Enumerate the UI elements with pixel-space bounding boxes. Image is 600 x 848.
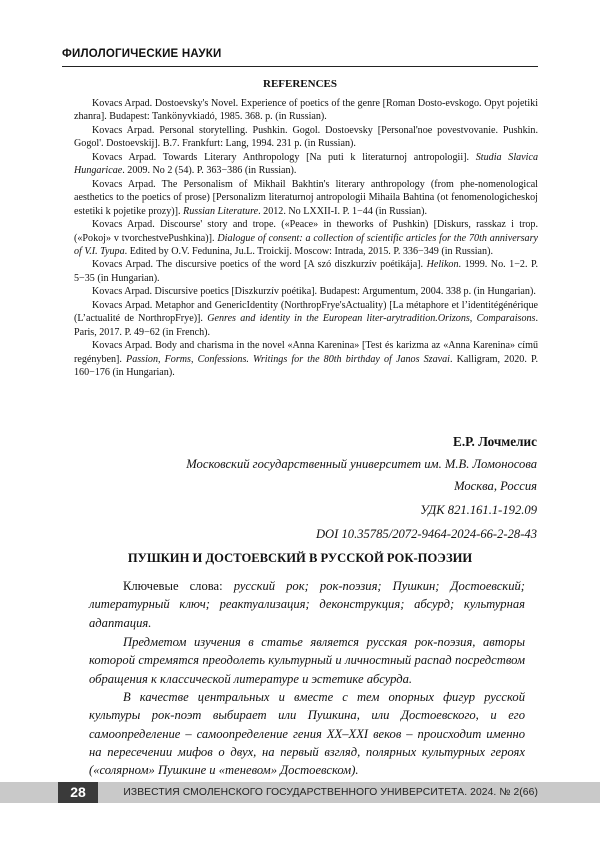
reference-text: Kovacs Arpad. The Personalism of Mikhail Bakhtin's literary anthropology (from phe-nomenological aesthetics to the poetics of prose) [Personalizm literaturnoj antropologii Mihaila Bahtina (ot fenomenologicheskoj estetiki k pojetike prozy)]. [74,178,538,217]
article-title: ПУШКИН И ДОСТОЕВСКИЙ В РУССКОЙ РОК-ПОЭЗИИ [127,551,473,565]
reference-text: . Paris, 2017. P. 49−62 (in French). [74,313,539,338]
reference-source: Helikon [426,259,459,271]
keywords-values: русский рок; рок-поэзия; Пушкин; Достоевский; литературный ключ; реактуализация; деконструкция; абсурд; культурная адаптация. [89,579,525,630]
reference-item [74,124,538,151]
reference-item [74,285,538,298]
reference-text: Kovacs Arpad. Discourse' story and trope. («Peace» in theworks of Pushkin) [Diskurs, rasskaz i trop. («Pokoj» v tvorchestvePushkina)]. [74,219,538,244]
reference-item [74,178,538,218]
reference-item [74,97,538,124]
reference-item [74,299,538,339]
affiliation: Московский государственный университет им. М.В. Ломоносова [186,457,537,471]
reference-text: . 2009. No 2 (54). P. 363−386 (in Russian). [122,165,297,177]
reference-text: . Edited by O.V. Fedunina, Ju.L. Troickij. Moscow: Intrada, 2015. P. 336−349 (in Russian). [124,245,493,257]
reference-text: Kovacs Arpad. Dostoevsky's Novel. Experience of poetics of the genre [Roman Dosto-evskogo. Opyt pojetiki zhanra]. Budapest: Tankönyvkiadó, 1985. 368. p. (in Russian). [74,98,538,123]
doi: DOI 10.35785/2072-9464-2024-66-2-28-43 [315,527,537,541]
reference-text: . 2012. No LXXII-I. P. 1−44 (in Russian). [258,205,427,217]
reference-source: Genres and identity in the European liter-arytradition.Orizons, Comparaisons [207,313,536,325]
reference-text: . Kalligram, 2020. P. 160−176 (in Hungarian). [74,353,538,379]
city: Москва, Россия [454,479,537,493]
page-number: 28 [58,782,98,803]
reference-source: Studia Slavica Hungaricae [74,151,538,177]
abstract-paragraph-1 [89,633,525,688]
reference-source: Russian Literature [183,205,259,217]
keywords-block [89,577,525,632]
abstract-paragraph-2 [89,688,525,779]
keywords-label: Ключевые слова: [123,579,234,593]
reference-item [74,218,538,258]
running-head: ФИЛОЛОГИЧЕСКИЕ НАУКИ [62,48,222,60]
reference-item [74,258,538,285]
reference-source: Dialogue of consent: a collection of scientific articles for the 70th anniversary of V.I. Tyupa [74,232,538,257]
reference-item [74,339,538,379]
reference-text: Kovacs Arpad. Metaphor and GenericIdentity (NorthropFrye'sActuality) [La métaphore et l’identitégénérique (L’actualité de NorthropFrye)]. [74,299,538,325]
udc-code: УДК 821.161.1-192.09 [420,503,537,517]
reference-source: Passion, Forms, Confessions. Writings for the 80th birthday of Janos Szavai [126,353,450,365]
abstract-text-2: В качестве центральных и вместе с тем опорных фигур русской культуры рок-поэт выбирает или Пушкина, или Достоевского, и его самоопределение – самоопределение гения XX–XXI веков – происходит именно на пересечении мифов о двух, на первый взгляд, полярных культурных героях («солярном» Пушкине и «теневом» Достоевском). [89,690,525,778]
reference-text: . 1999. No. 1−2. P. 5−35 (in Hungarian). [74,259,538,284]
abstract-text-1: Предметом изучения в статье является русская рок-поэзия, авторы которой стремятся преодолеть культурный и личностный распад посредством обращения к классической литературе и эстетике абсурда. [89,635,525,686]
reference-item [74,151,538,178]
reference-text: Kovacs Arpad. Towards Literary Anthropology [Na puti k literaturnoj antropologii]. [92,151,476,163]
journal-name: ИЗВЕСТИЯ СМОЛЕНСКОГО ГОСУДАРСТВЕННОГО УНИВЕРСИТЕТА. 2024. № 2(66) [123,787,538,798]
header-rule [62,66,538,67]
reference-text: Kovacs Arpad. Discursive poetics [Diszkurzív poétika]. Budapest: Argumentum, 2004. 338 p. (in Hungarian). [92,286,536,298]
reference-text: Kovacs Arpad. The discursive poetics of the word [A szó diszkurzív poétikája]. [92,259,427,271]
references-list [74,97,538,380]
author-name: Е.Р. Лочмелис [453,434,537,449]
reference-text: Kovacs Arpad. Personal storytelling. Pushkin. Gogol. Dostoevsky [Personal'noe povestvovanie. Pushkin. Gogol'. Dostoevskij]. B.7. Frankfurt: Lang, 1994. 231 p. (in Russian). [74,124,538,150]
reference-text: Kovacs Arpad. Body and charisma in the novel «Anna Karenina» [Test és karizma az «Anna Karenina» című regényben]. [74,340,538,365]
references-heading: REFERENCES [263,78,337,90]
